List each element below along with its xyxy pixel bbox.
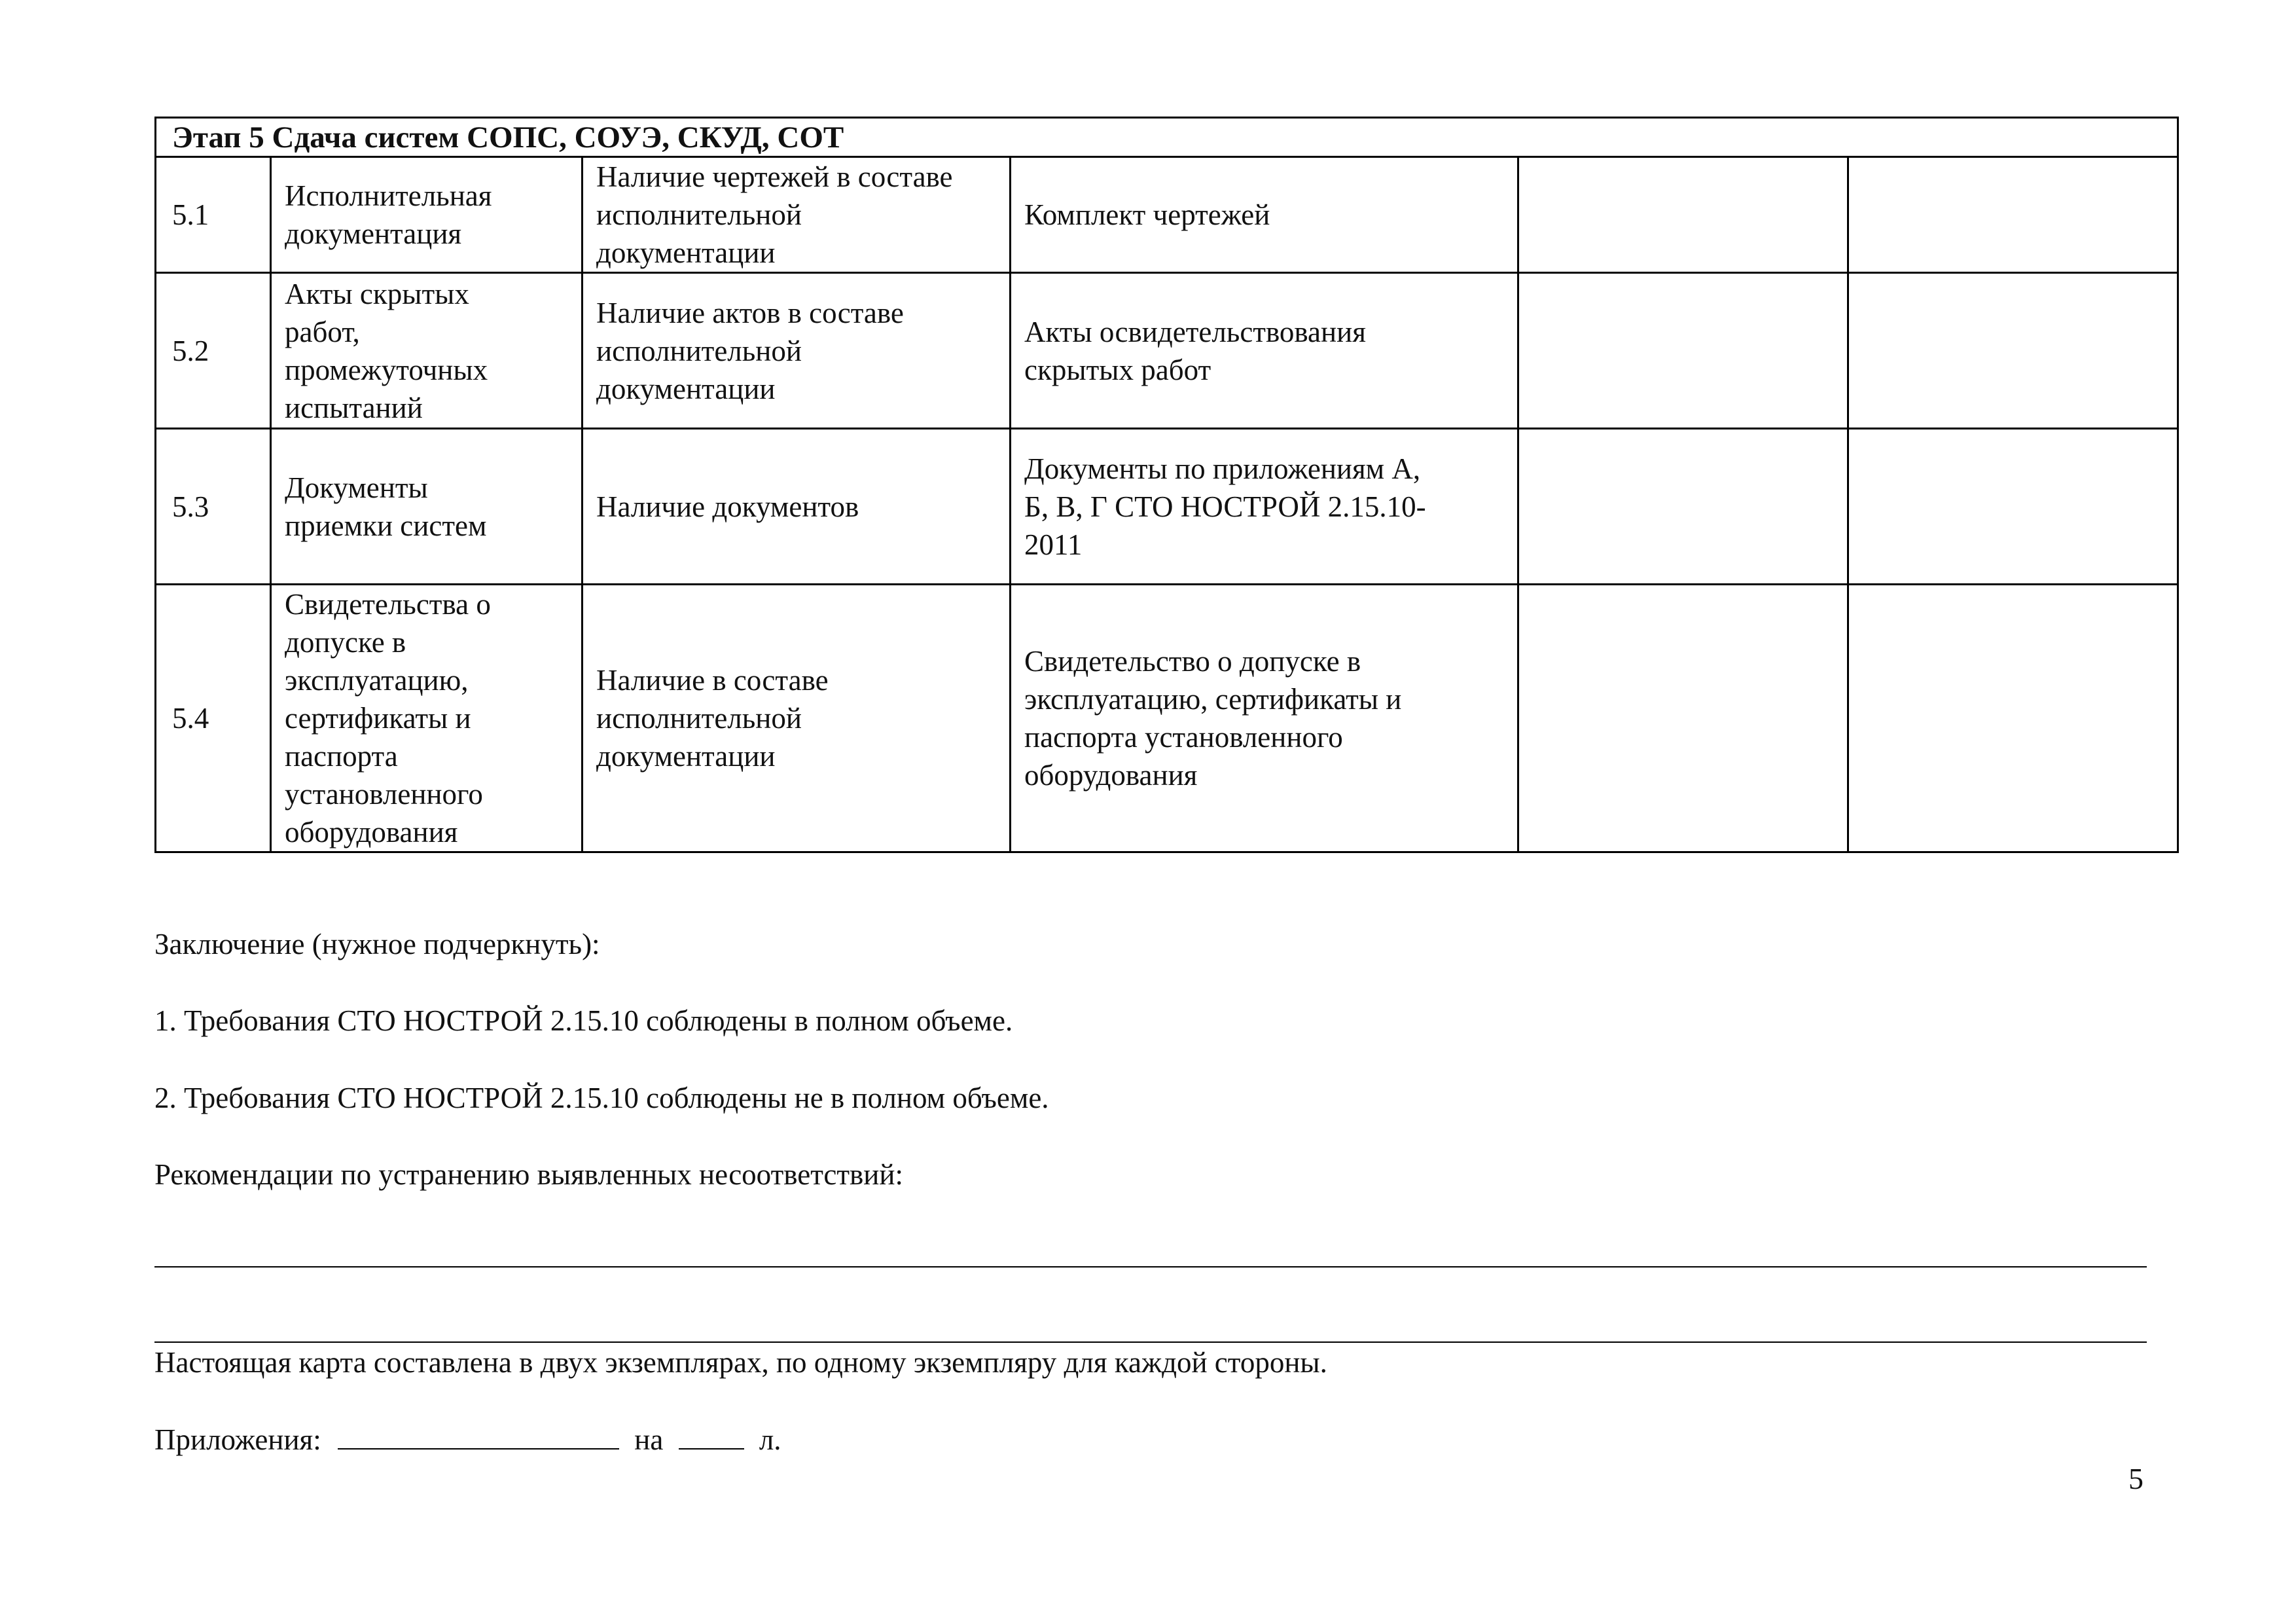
attachments-sheets-field[interactable] [679, 1419, 744, 1450]
evidence-cell: Акты освидетельствования скрытых работ [1011, 273, 1518, 429]
conclusion-option-1[interactable]: 1. Требования СТО НОСТРОЙ 2.15.10 соблюдены в полном объеме. [154, 1004, 1013, 1037]
item-cell: Документы приемки систем [271, 429, 583, 585]
empty-cell[interactable] [1518, 429, 1848, 585]
table-row [156, 273, 2178, 429]
criterion-cell: Наличие актов в составе исполнительной документации [583, 273, 1011, 429]
conclusion-heading: Заключение (нужное подчеркнуть): [154, 928, 600, 960]
empty-cell[interactable] [1518, 585, 1848, 852]
row-number: 5.1 [156, 157, 271, 273]
recommendations-line-2[interactable] [154, 1341, 2147, 1343]
checklist-table [154, 117, 2179, 853]
attachments-line [154, 1419, 781, 1459]
recommendations-label: Рекомендации по устранению выявленных несоответствий: [154, 1158, 903, 1191]
empty-cell[interactable] [1848, 585, 2178, 852]
attachments-sheets-abbr: л. [759, 1423, 781, 1456]
table-row [156, 429, 2178, 585]
attachments-on-label: на [634, 1423, 664, 1456]
row-number: 5.2 [156, 273, 271, 429]
criterion-cell: Наличие чертежей в составе исполнительной документации [583, 157, 1011, 273]
recommendations-line-1[interactable] [154, 1266, 2147, 1267]
empty-cell[interactable] [1848, 273, 2178, 429]
criterion-cell: Наличие в составе исполнительной документации [583, 585, 1011, 852]
table-row [156, 157, 2178, 273]
evidence-cell: Документы по приложениям А, Б, В, Г СТО НОСТРОЙ 2.15.10- 2011 [1011, 429, 1518, 585]
item-cell: Исполнительная документация [271, 157, 583, 273]
stage-title: Этап 5 Сдача систем СОПС, СОУЭ, СКУД, СОТ [156, 118, 2178, 157]
empty-cell[interactable] [1848, 157, 2178, 273]
copies-note: Настоящая карта составлена в двух экземплярах, по одному экземпляру для каждой стороны. [154, 1346, 1327, 1379]
attachments-label: Приложения: [154, 1423, 321, 1456]
item-cell: Акты скрытых работ, промежуточных испытаний [271, 273, 583, 429]
page-number: 5 [2128, 1462, 2144, 1495]
empty-cell[interactable] [1518, 157, 1848, 273]
item-cell: Свидетельства о допуске в эксплуатацию, сертификаты и паспорта установленного оборудования [271, 585, 583, 852]
row-number: 5.4 [156, 585, 271, 852]
empty-cell[interactable] [1848, 429, 2178, 585]
table-row [156, 585, 2178, 852]
row-number: 5.3 [156, 429, 271, 585]
stage-header-row [156, 118, 2178, 157]
evidence-cell: Комплект чертежей [1011, 157, 1518, 273]
conclusion-option-2[interactable]: 2. Требования СТО НОСТРОЙ 2.15.10 соблюдены не в полном объеме. [154, 1082, 1049, 1114]
evidence-cell: Свидетельство о допуске в эксплуатацию, сертификаты и паспорта установленного оборудования [1011, 585, 1518, 852]
criterion-cell: Наличие документов [583, 429, 1011, 585]
empty-cell[interactable] [1518, 273, 1848, 429]
attachments-name-field[interactable] [338, 1419, 619, 1450]
